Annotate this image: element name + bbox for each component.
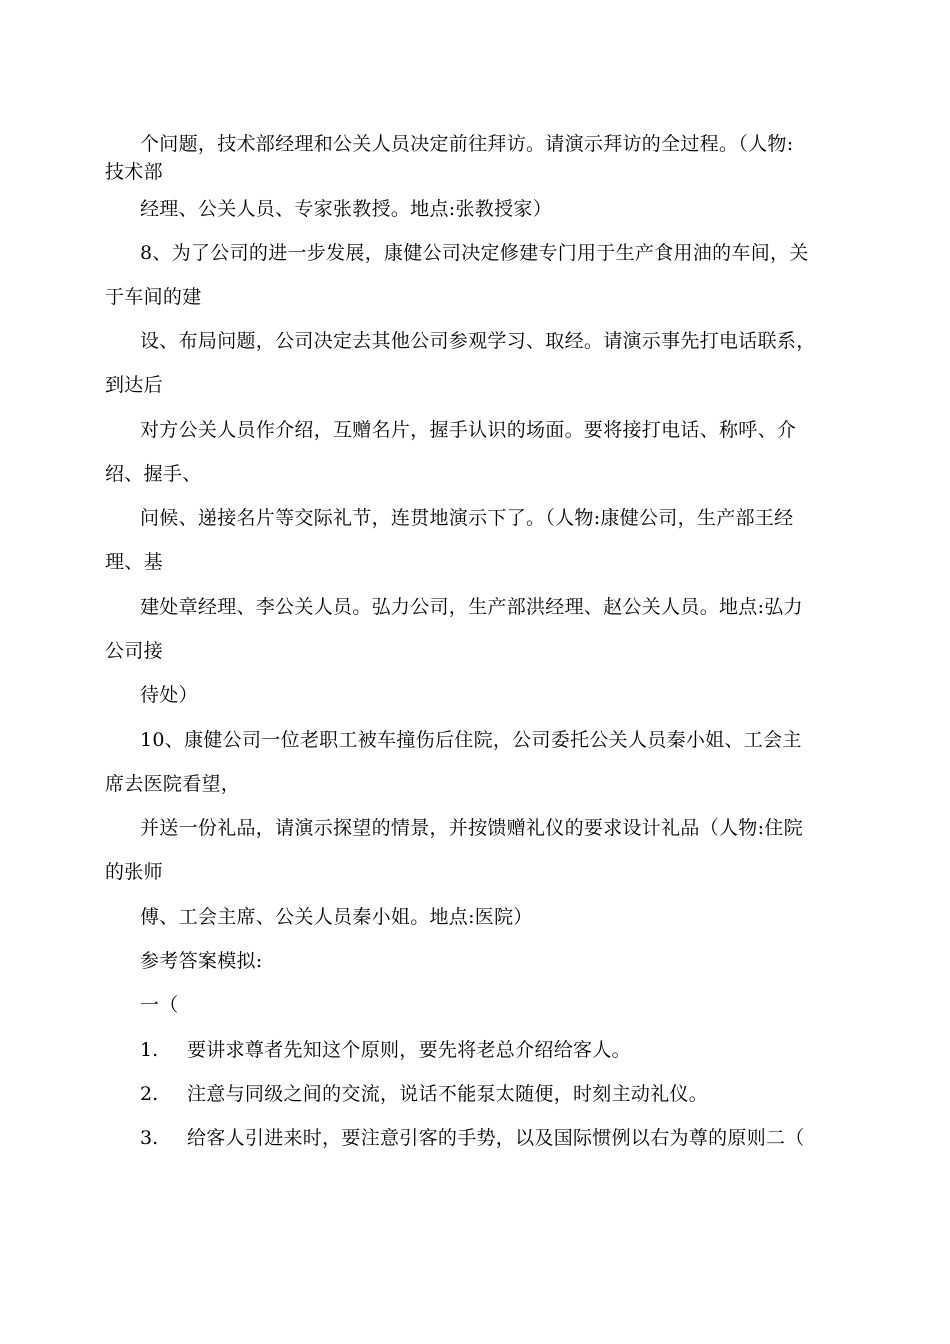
list-item-number: 3. <box>140 1127 159 1149</box>
text-line: 公司接 <box>105 640 163 662</box>
text-line: 技术部 <box>105 161 163 183</box>
text-line: 对方公关人员作介绍，互赠名片，握手认识的场面。要将接打电话、称呼、介 <box>140 419 797 441</box>
list-item-text: 注意与同级之间的交流，说话不能泵太随便，时刻主动礼仪。 <box>187 1083 709 1105</box>
text-line: 到达后 <box>105 374 163 396</box>
text-line: 傅、工会主席、公关人员秦小姐。地点:医院） <box>140 906 533 928</box>
text-line: 于车间的建 <box>105 286 202 308</box>
text-line: 待处） <box>140 684 198 706</box>
text-line: 经理、公关人员、专家张教授。地点:张教授家） <box>140 198 553 220</box>
text-line: 设、布局问题，公司决定去其他公司参观学习、取经。请演示事先打电话联系， <box>140 330 816 352</box>
list-item-number: 1. <box>140 1039 159 1061</box>
text-line: 的张师 <box>105 861 163 883</box>
text-line: 席去医院看望， <box>105 773 241 795</box>
list-item-text: 给客人引进来时，要注意引客的手势，以及国际惯例以右为尊的原则二（ <box>187 1127 805 1149</box>
text-line: 8、为了公司的进一步发展，康健公司决定修建专门用于生产食用油的车间，关 <box>140 242 809 264</box>
text-line: 并送一份礼品，请演示探望的情景，并按馈赠礼仪的要求设计礼品（人物:住院 <box>140 817 803 839</box>
text-line: 个问题，技术部经理和公关人员决定前往拜访。请演示拜访的全过程。（人物: <box>140 133 794 155</box>
text-line: 问候、递接名片等交际礼节，连贯地演示下了。（人物:康健公司，生产部王经 <box>140 507 794 529</box>
list-item-number: 2. <box>140 1083 159 1105</box>
text-line: 建处章经理、李公关人员。弘力公司，生产部洪经理、赵公关人员。地点:弘力 <box>140 596 803 618</box>
text-line: 10、康健公司一位老职工被车撞伤后住院，公司委托公关人员秦小姐、工会主 <box>140 729 802 751</box>
text-line: 绍、握手、 <box>105 463 202 485</box>
section-number: 一（ <box>140 994 179 1016</box>
list-item-text: 要讲求尊者先知这个原则，要先将老总介绍给客人。 <box>187 1039 631 1061</box>
section-heading: 参考答案模拟: <box>140 950 263 972</box>
text-line: 理、基 <box>105 551 163 573</box>
